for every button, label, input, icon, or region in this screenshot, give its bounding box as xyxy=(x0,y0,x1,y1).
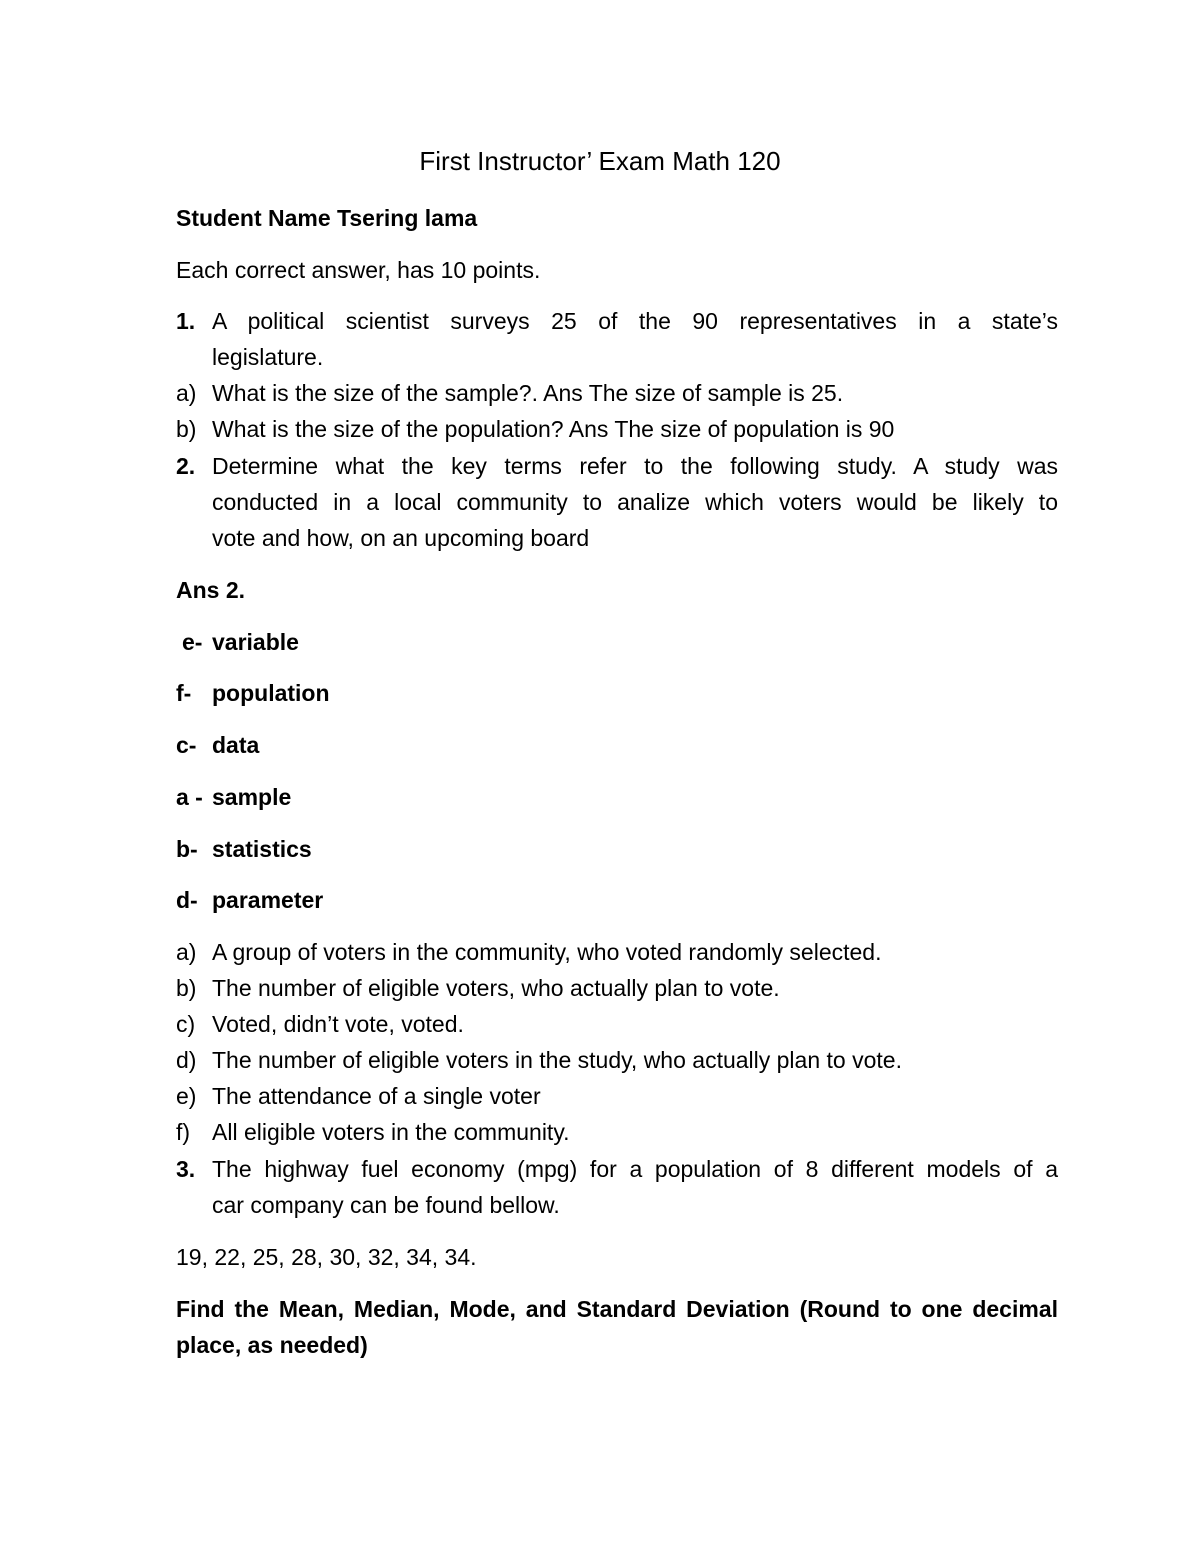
points-line: Each correct answer, has 10 points. xyxy=(176,257,541,283)
q1-line-1: A political scientist surveys 25 of the 90 representatives in a state’s xyxy=(212,308,1058,334)
q3-line-1: The highway fuel economy (mpg) for a population of 8 different models of a xyxy=(212,1156,1058,1182)
q2-line-1: Determine what the key terms refer to the following study. A study was xyxy=(212,453,1058,479)
q1-number: 1. xyxy=(176,308,196,334)
option-label: c) xyxy=(176,1011,196,1037)
q3-instruction-line-1: Find the Mean, Median, Mode, and Standard Deviation (Round to one decimal xyxy=(176,1296,1058,1322)
answer-value: parameter xyxy=(212,887,324,913)
q3-instruction-line-2: place, as needed) xyxy=(176,1332,368,1358)
answer-value: sample xyxy=(212,784,292,810)
page-title: First Instructor’ Exam Math 120 xyxy=(419,146,781,176)
q1-b-label: b) xyxy=(176,416,197,442)
q1-a-label: a) xyxy=(176,380,197,406)
q1-a-text: What is the size of the sample?. Ans The size of sample is 25. xyxy=(212,380,844,406)
student-name-line: Student Name Tsering lama xyxy=(176,205,478,231)
q2-answer-heading: Ans 2. xyxy=(176,577,246,603)
option-label: b) xyxy=(176,975,197,1001)
answer-value: variable xyxy=(212,629,299,655)
option-text: All eligible voters in the community. xyxy=(212,1119,570,1145)
option-text: The number of eligible voters, who actually plan to vote. xyxy=(212,975,780,1001)
answer-key: d- xyxy=(176,887,198,913)
q2-number: 2. xyxy=(176,453,196,479)
answer-key: b- xyxy=(176,836,198,862)
q3-number: 3. xyxy=(176,1156,196,1182)
answer-value: statistics xyxy=(212,836,312,862)
answer-key: f- xyxy=(176,680,192,706)
option-label: f) xyxy=(176,1119,191,1145)
q1-line-2: legislature. xyxy=(212,344,324,370)
option-text: A group of voters in the community, who voted randomly selected. xyxy=(212,939,882,965)
q2-line-3: vote and how, on an upcoming board xyxy=(212,525,590,551)
q2-line-2: conducted in a local community to analize which voters would be likely to xyxy=(212,489,1058,515)
answer-key: a - xyxy=(176,784,203,810)
answer-value: population xyxy=(212,680,330,706)
option-text: The number of eligible voters in the study, who actually plan to vote. xyxy=(212,1047,902,1073)
q3-line-2: car company can be found bellow. xyxy=(212,1192,560,1218)
q1-b-text: What is the size of the population? Ans The size of population is 90 xyxy=(212,416,895,442)
option-label: e) xyxy=(176,1083,197,1109)
answer-value: data xyxy=(212,732,260,758)
q3-data-line: 19, 22, 25, 28, 30, 32, 34, 34. xyxy=(176,1244,477,1270)
option-text: The attendance of a single voter xyxy=(212,1083,541,1109)
option-text: Voted, didn’t vote, voted. xyxy=(212,1011,464,1037)
answer-key: c- xyxy=(176,732,197,758)
answer-key: e- xyxy=(182,629,203,655)
option-label: a) xyxy=(176,939,197,965)
option-label: d) xyxy=(176,1047,197,1073)
